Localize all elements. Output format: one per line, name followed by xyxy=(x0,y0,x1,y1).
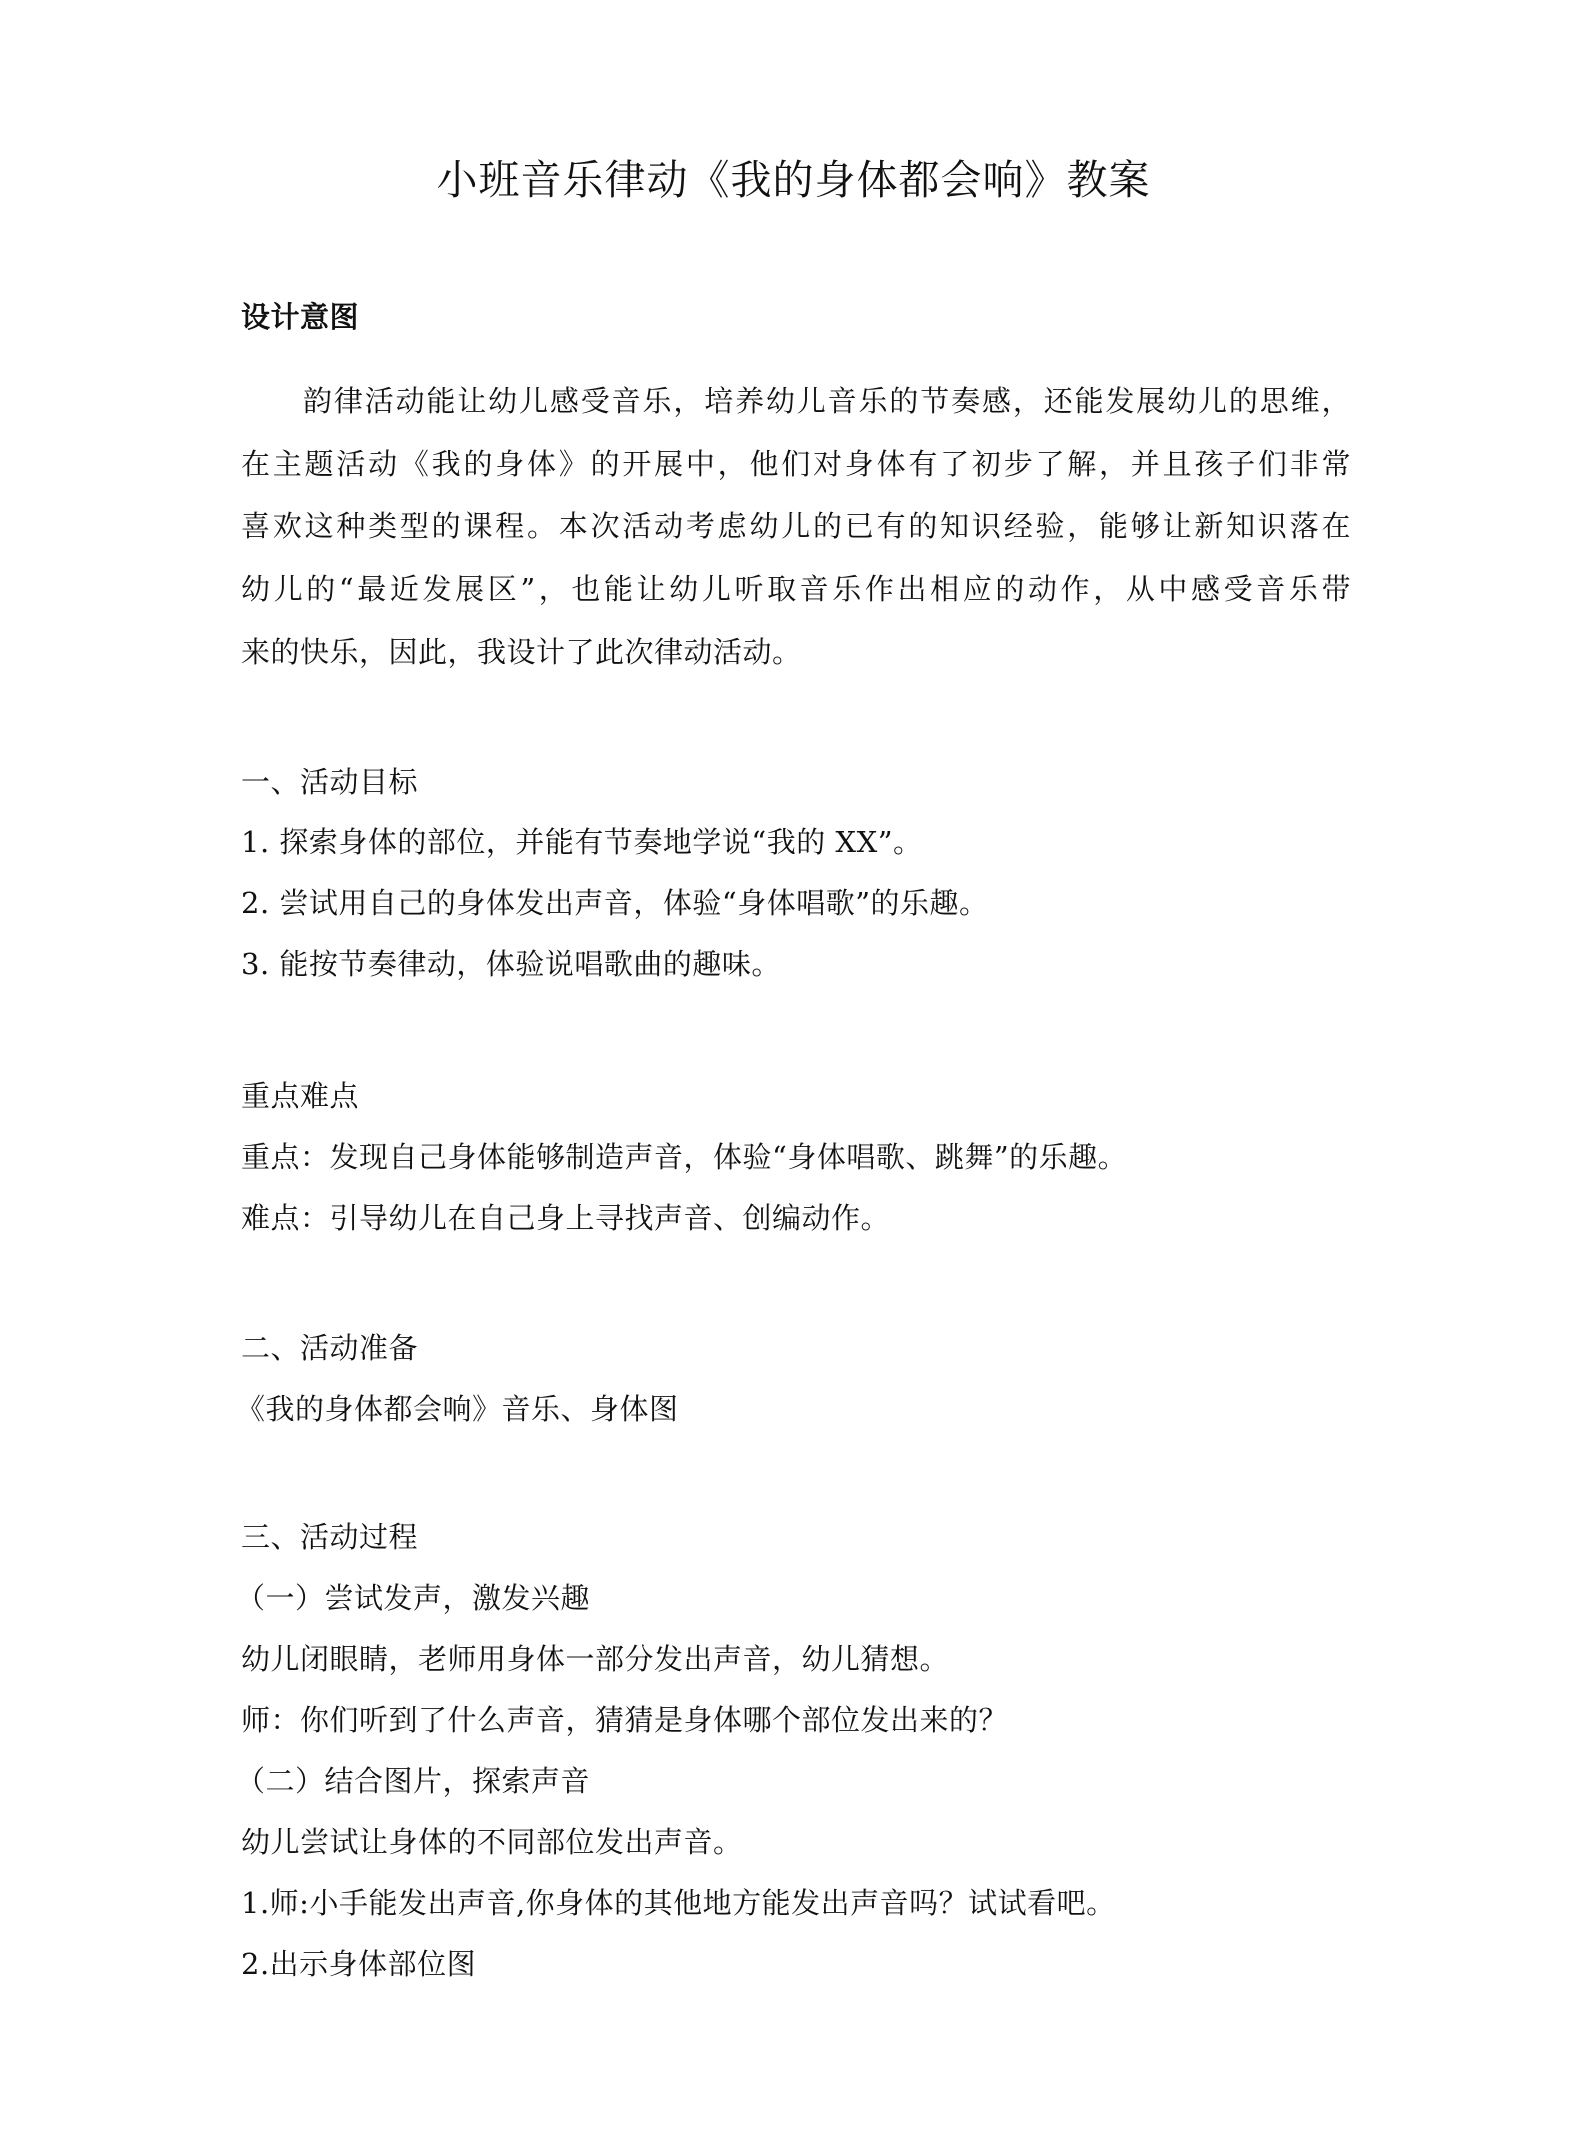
process-line: 师：你们听到了什么声音，猜猜是身体哪个部位发出来的？ xyxy=(241,1703,1009,1737)
process-line: 幼儿闭眼睛，老师用身体一部分发出声音，幼儿猜想。 xyxy=(241,1642,950,1676)
paragraph-line: 韵律活动能让幼儿感受音乐，培养幼儿音乐的节奏感，还能发展幼儿的思维， xyxy=(303,384,1351,418)
document-title: 小班音乐律动《我的身体都会响》教案 xyxy=(436,156,1151,204)
difficulty-point: 难点：引导幼儿在自己身上寻找声音、创编动作。 xyxy=(241,1201,891,1235)
paragraph-line: 喜欢这种类型的课程。本次活动考虑幼儿的已有的知识经验，能够让新知识落在 xyxy=(241,509,1351,543)
process-step-heading: （二）结合图片，探索声音 xyxy=(236,1764,591,1798)
goal-item: 1. 探索身体的部位，并能有节奏地学说“我的 XX”。 xyxy=(241,825,923,859)
section-heading-preparation: 二、活动准备 xyxy=(241,1331,419,1365)
paragraph-line: 幼儿的“最近发展区”，也能让幼儿听取音乐作出相应的动作，从中感受音乐带 xyxy=(241,572,1351,606)
process-line: 幼儿尝试让身体的不同部位发出声音。 xyxy=(241,1825,743,1859)
paragraph-line: 在主题活动《我的身体》的开展中，他们对身体有了初步了解，并且孩子们非常 xyxy=(241,447,1351,481)
preparation-content: 《我的身体都会响》音乐、身体图 xyxy=(236,1392,679,1426)
section-heading-goals: 一、活动目标 xyxy=(241,765,419,799)
paragraph-line: 来的快乐，因此，我设计了此次律动活动。 xyxy=(241,635,802,669)
goal-item: 3. 能按节奏律动，体验说唱歌曲的趣味。 xyxy=(241,947,781,981)
section-heading-process: 三、活动过程 xyxy=(241,1520,419,1554)
process-line: 2.出示身体部位图 xyxy=(241,1947,477,1981)
section-heading-design-intent: 设计意图 xyxy=(241,300,360,334)
section-heading-key-points: 重点难点 xyxy=(241,1079,360,1113)
process-step-heading: （一）尝试发声，激发兴趣 xyxy=(236,1581,591,1615)
process-line: 1.师:小手能发出声音,你身体的其他地方能发出声音吗？试试看吧。 xyxy=(241,1886,1116,1920)
key-point: 重点：发现自己身体能够制造声音，体验“身体唱歌、跳舞”的乐趣。 xyxy=(241,1140,1128,1174)
goal-item: 2. 尝试用自己的身体发出声音，体验“身体唱歌”的乐趣。 xyxy=(241,886,989,920)
